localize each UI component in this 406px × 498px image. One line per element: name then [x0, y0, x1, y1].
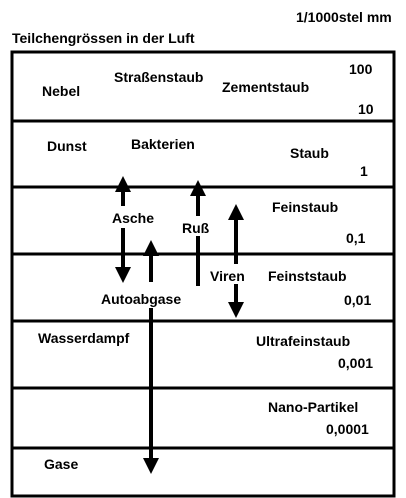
label-gase: Gase	[44, 456, 79, 472]
label-dunst: Dunst	[47, 138, 87, 154]
label-staub: Staub	[290, 145, 329, 161]
label-zementstaub: Zementstaub	[222, 79, 310, 95]
scale-0-01: 0,01	[344, 292, 372, 308]
label-feinstaub: Feinstaub	[272, 199, 339, 215]
scale-1: 1	[360, 163, 368, 179]
diagram-title: Teilchengrössen in der Luft	[12, 30, 195, 46]
label-russ: Ruß	[182, 220, 210, 236]
label-nano-partikel: Nano-Partikel	[268, 399, 359, 415]
label-strassenstaub: Straßenstaub	[114, 69, 204, 85]
label-asche: Asche	[112, 210, 155, 226]
label-bakterien: Bakterien	[131, 136, 195, 152]
scale-0-001: 0,001	[338, 355, 374, 371]
label-ultrafeinstaub: Ultrafeinstaub	[256, 333, 351, 349]
scale-0-1: 0,1	[346, 230, 366, 246]
label-nebel: Nebel	[42, 83, 81, 99]
label-feinststaub: Feinststaub	[268, 268, 347, 284]
unit-label: 1/1000stel mm	[296, 9, 392, 25]
label-viren: Viren	[210, 268, 245, 284]
scale-0-0001: 0,0001	[326, 421, 369, 437]
label-autoabgase: Autoabgase	[101, 291, 182, 307]
scale-100: 100	[349, 61, 373, 77]
label-wasserdampf: Wasserdampf	[38, 330, 130, 346]
scale-10: 10	[358, 101, 374, 117]
